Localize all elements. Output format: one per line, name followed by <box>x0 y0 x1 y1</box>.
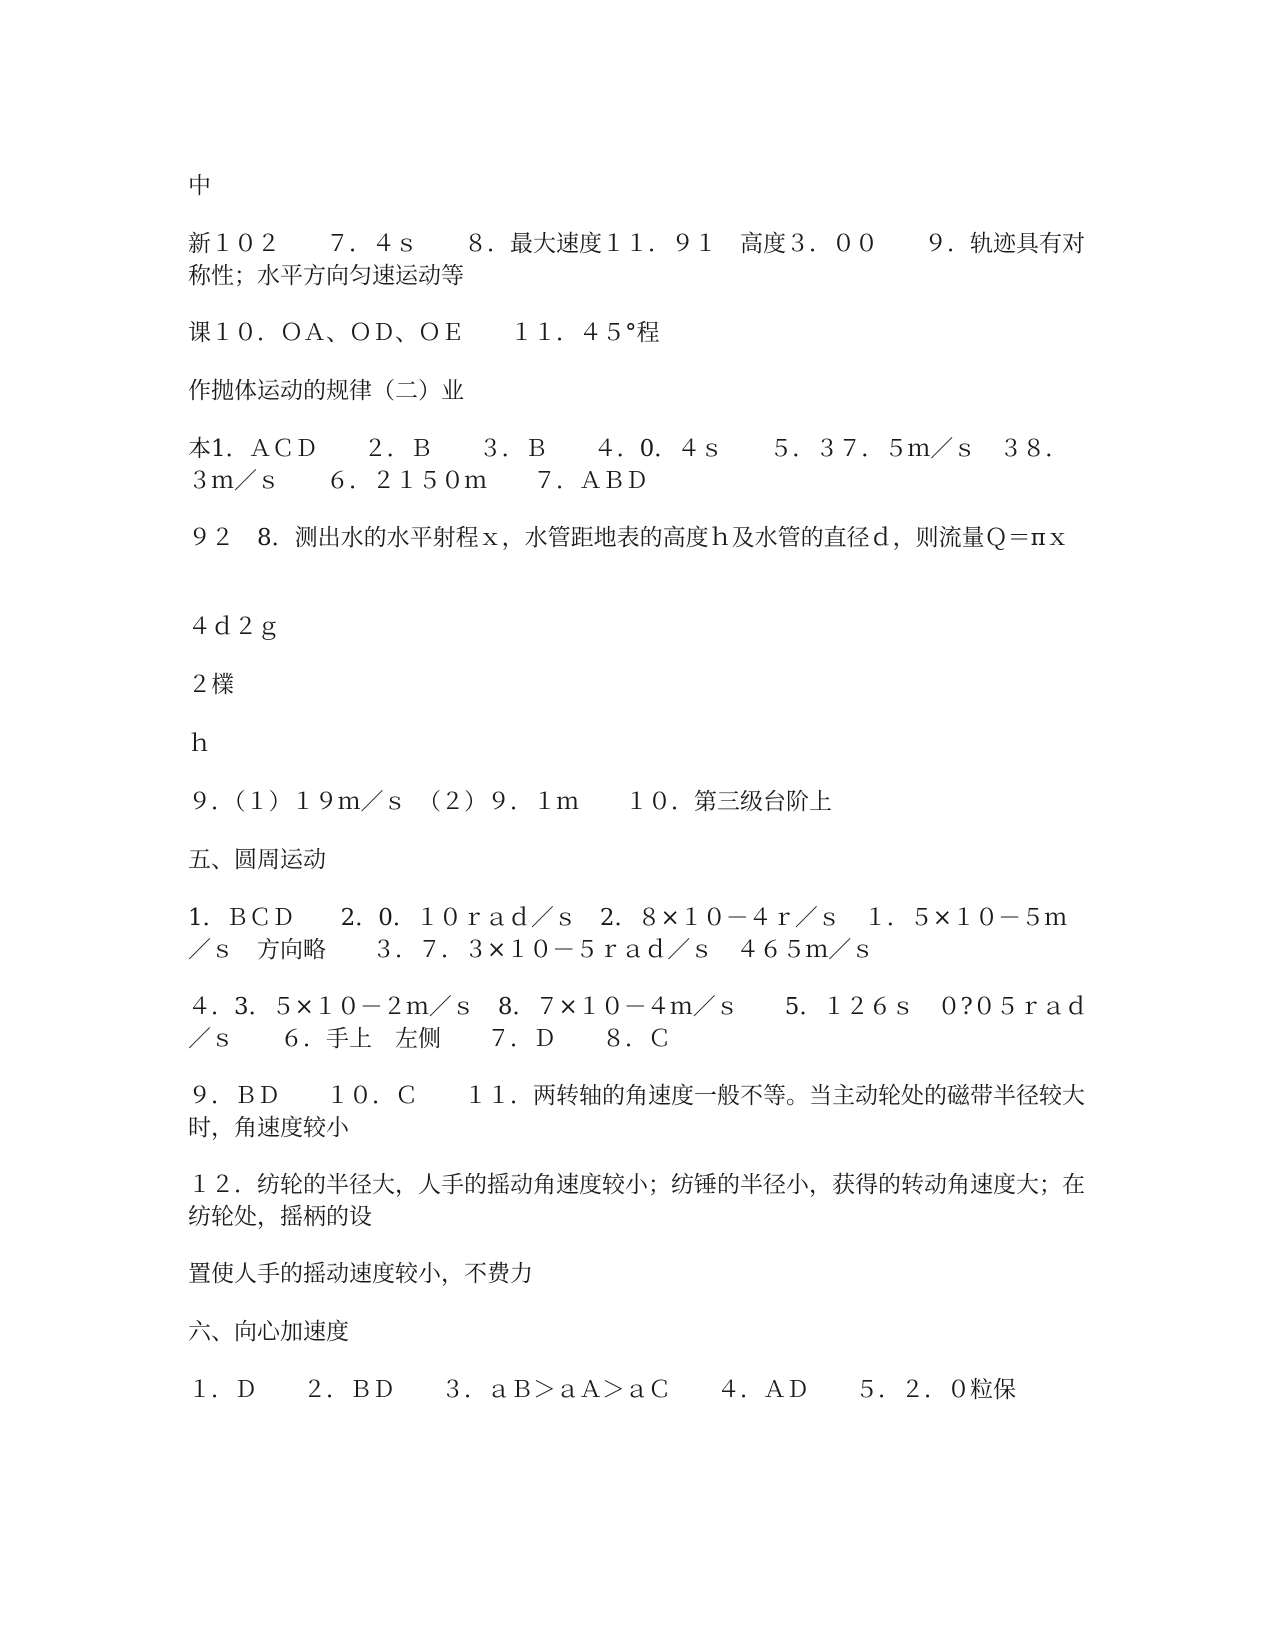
text-line: 中 <box>188 173 211 199</box>
text-paragraph: 新１０２ ７．４ｓ ８．最大速度１１．９１ 高度３．００ ９．轨迹具有对称性；水平方向匀速运动等 <box>188 231 1085 289</box>
text-line: 课１０．ＯＡ、ＯＤ、ＯＥ １１．４５°程 <box>188 320 660 346</box>
text-paragraph: １２．纺轮的半径大，人手的摇动角速度较小；纺锤的半径小，获得的转动角速度大；在纺轮处，摇柄的设 <box>188 1172 1085 1230</box>
text-paragraph: ９２ 8．测出水的水平射程ｘ，水管距地表的高度ｈ及水管的直径ｄ，则流量Ｑ＝πｘ <box>188 525 1069 551</box>
text-paragraph: ４．3．５×１０－２ｍ／ｓ 8．７×１０－４ｍ／ｓ 5．１２６ｓ ０?０５ｒａｄ／ｓ ６．手上 左侧 ７．Ｄ ８．Ｃ <box>188 994 1088 1052</box>
text-line: ９．（１）１９ｍ／ｓ （２）９．１ｍ １０．第三级台阶上 <box>188 789 832 815</box>
section-title: 五、圆周运动 <box>188 847 326 873</box>
section-title: 作抛体运动的规律（二）业 <box>188 378 464 404</box>
section-title: 六、向心加速度 <box>188 1319 349 1345</box>
text-paragraph: ９．ＢＤ １０．Ｃ １１．两转轴的角速度一般不等。当主动轮处的磁带半径较大时，角速度较小 <box>188 1083 1085 1141</box>
text-paragraph: 本1．ＡＣＤ ２．Ｂ ３．Ｂ ４．0．４ｓ ５．３７．５ｍ／ｓ ３８．３ｍ／ｓ ６．２１５０ｍ ７．ＡＢＤ <box>188 436 1069 494</box>
text-paragraph: 1．ＢＣＤ 2．0．１０ｒａｄ／ｓ 2．８×１０－４ｒ／ｓ １．５×１０－５ｍ／ｓ 方向略 ３．７．３×１０－５ｒａｄ／ｓ ４６５ｍ／ｓ <box>188 905 1068 963</box>
formula-line: ２檏 <box>188 672 234 698</box>
text-line: １．Ｄ ２．ＢＤ ３．ａＢ＞ａＡ＞ａＣ ４．ＡＤ ５．２．０粒保 <box>188 1377 1016 1403</box>
formula-line: ４ｄ２ｇ <box>188 614 280 640</box>
formula-line: ｈ <box>188 731 211 757</box>
text-line: 置使人手的摇动速度较小，不费力 <box>188 1261 533 1287</box>
